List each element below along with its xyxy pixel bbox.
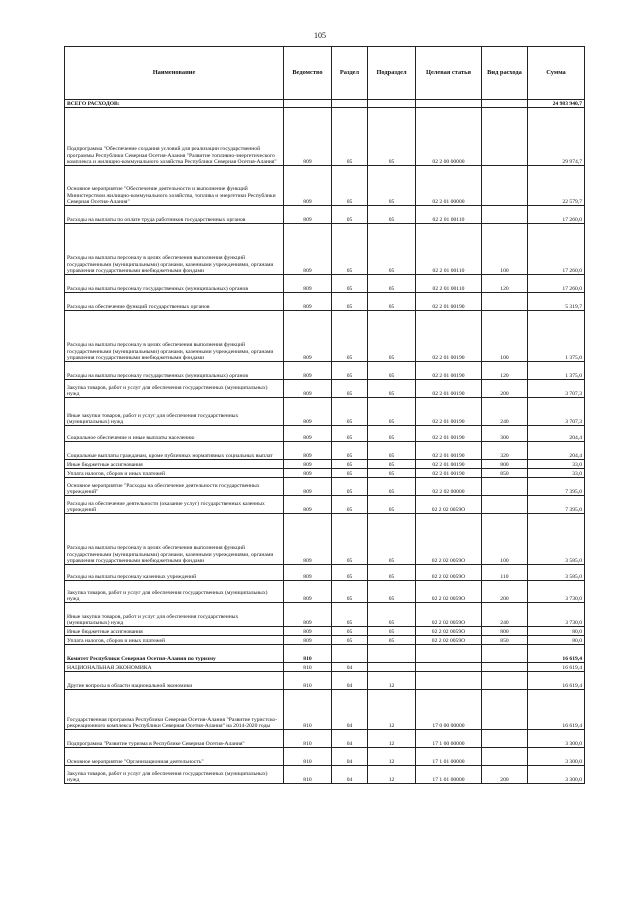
- cell-celevaya-statya: 02 2 02 0059О: [416, 627, 482, 636]
- table-row: [65, 581, 585, 603]
- cell-celevaya-statya: 02 2 01 00190: [416, 380, 482, 398]
- cell-celevaya-statya: 17 0 00 00000: [416, 690, 482, 730]
- cell-podrazdel: 05: [368, 565, 416, 581]
- cell-razdel: 05: [332, 362, 368, 380]
- cell-vid-raskhoda: 100: [482, 514, 528, 565]
- cell-vid-raskhoda: 240: [482, 398, 528, 426]
- cell-celevaya-statya: 02 2 01 00190: [416, 460, 482, 469]
- cell-podrazdel: 05: [368, 636, 416, 645]
- cell-vid-raskhoda: 800: [482, 460, 528, 469]
- cell-razdel: 05: [332, 478, 368, 496]
- cell-vid-raskhoda: 850: [482, 636, 528, 645]
- cell-vedomstvo: 809: [284, 224, 332, 275]
- cell-vedomstvo: 809: [284, 478, 332, 496]
- cell-vedomstvo: 809: [284, 108, 332, 166]
- cell-celevaya-statya: 02 2 01 00190: [416, 469, 482, 478]
- cell-podrazdel: 05: [368, 380, 416, 398]
- table-row: [65, 311, 585, 362]
- cell-celevaya-statya: 02 2 01 00190: [416, 311, 482, 362]
- cell-podrazdel: 05: [368, 426, 416, 442]
- cell-razdel: 04: [332, 672, 368, 690]
- cell-vid-raskhoda: 100: [482, 311, 528, 362]
- table-row: [65, 748, 585, 766]
- cell-summa: 16 619,4: [528, 645, 585, 663]
- cell-celevaya-statya: 02 2 02 0059О: [416, 565, 482, 581]
- cell-vid-raskhoda: [482, 108, 528, 166]
- cell-summa: 16 619,4: [528, 672, 585, 690]
- cell-summa: 80,0: [528, 636, 585, 645]
- cell-podrazdel: 05: [368, 514, 416, 565]
- cell-vedomstvo: 810: [284, 645, 332, 663]
- cell-celevaya-statya: 02 2 01 00000: [416, 166, 482, 206]
- cell-name: ВСЕГО РАСХОДОВ:: [65, 100, 284, 108]
- cell-celevaya-statya: 02 2 01 00110: [416, 206, 482, 224]
- cell-vedomstvo: 809: [284, 275, 332, 293]
- cell-podrazdel: 05: [368, 469, 416, 478]
- cell-podrazdel: 05: [368, 311, 416, 362]
- cell-name: Другие вопросы в области национальной экономики: [65, 672, 284, 690]
- cell-summa: 17 260,0: [528, 206, 585, 224]
- cell-vedomstvo: 809: [284, 398, 332, 426]
- table-row: [65, 362, 585, 380]
- cell-summa: 80,0: [528, 627, 585, 636]
- cell-name: Закупка товаров, работ и услуг для обеспечения государственных (муниципальных) нужд: [65, 581, 284, 603]
- header-podrazdel: Подраздел: [368, 47, 416, 100]
- header-summa: Сумма: [528, 47, 585, 100]
- cell-razdel: 05: [332, 460, 368, 469]
- table-row: [65, 627, 585, 636]
- cell-vid-raskhoda: 320: [482, 442, 528, 460]
- cell-name: Расходы на выплаты персоналу государственных (муниципальных) органов: [65, 362, 284, 380]
- cell-name: Расходы на выплаты по оплате труда работников государственных органов: [65, 206, 284, 224]
- cell-summa: 3 300,0: [528, 748, 585, 766]
- table-row: [65, 275, 585, 293]
- cell-vedomstvo: 810: [284, 672, 332, 690]
- cell-celevaya-statya: 02 2 02 0059О: [416, 496, 482, 514]
- cell-celevaya-statya: 17 1 00 00000: [416, 730, 482, 748]
- table-row: [65, 730, 585, 748]
- cell-summa: 22 579,7: [528, 166, 585, 206]
- cell-name: Расходы на обеспечение деятельности (оказание услуг) государственных казенных учреждений: [65, 496, 284, 514]
- cell-podrazdel: [368, 645, 416, 663]
- cell-vid-raskhoda: 120: [482, 275, 528, 293]
- cell-vid-raskhoda: [482, 690, 528, 730]
- cell-razdel: 05: [332, 275, 368, 293]
- cell-podrazdel: 05: [368, 496, 416, 514]
- cell-celevaya-statya: [416, 663, 482, 672]
- cell-summa: 3 707,3: [528, 398, 585, 426]
- header-vedomstvo: Ведомство: [284, 47, 332, 100]
- cell-name: Государственная программа Республики Северная Осетия-Алания "Развитие туристско-рекреационного комплекса Республики Северная Осетия-Алания" на 2014-2020 годы: [65, 690, 284, 730]
- cell-name: Расходы на выплаты персоналу государственных (муниципальных) органов: [65, 275, 284, 293]
- cell-vedomstvo: 810: [284, 730, 332, 748]
- table-row: [65, 398, 585, 426]
- cell-vid-raskhoda: 200: [482, 766, 528, 784]
- cell-name: Комитет Республики Северная Осетия-Алания по туризму: [65, 645, 284, 663]
- cell-celevaya-statya: 02 2 01 00190: [416, 442, 482, 460]
- table-row: [65, 565, 585, 581]
- cell-summa: 29 974,7: [528, 108, 585, 166]
- cell-celevaya-statya: 17 1 01 00000: [416, 748, 482, 766]
- cell-vedomstvo: 809: [284, 581, 332, 603]
- cell-celevaya-statya: 02 2 00 00000: [416, 108, 482, 166]
- cell-name: Социальные выплаты гражданам, кроме публичных нормативных социальных выплат: [65, 442, 284, 460]
- cell-razdel: 05: [332, 224, 368, 275]
- cell-name: Расходы на выплаты персоналу в целях обеспечения выполнения функций государственными (муниципальными) органами, казенными учреждениями, органами управления государственными внебюджетными фондами: [65, 311, 284, 362]
- cell-summa: 3 585,0: [528, 565, 585, 581]
- cell-vedomstvo: 809: [284, 636, 332, 645]
- cell-vedomstvo: 810: [284, 663, 332, 672]
- cell-vedomstvo: 810: [284, 748, 332, 766]
- cell-razdel: 05: [332, 627, 368, 636]
- cell-podrazdel: 05: [368, 398, 416, 426]
- cell-celevaya-statya: 02 2 01 00110: [416, 275, 482, 293]
- cell-vid-raskhoda: 120: [482, 362, 528, 380]
- cell-name: Расходы на выплаты персоналу в целях обеспечения выполнения функций государственными (муниципальными) органами, казенными учреждениями, органами управления государственными внебюджетными фондами: [65, 224, 284, 275]
- cell-celevaya-statya: 02 2 01 00110: [416, 224, 482, 275]
- cell-summa: 3 730,0: [528, 603, 585, 627]
- header-razdel: Раздел: [332, 47, 368, 100]
- table-row: [65, 469, 585, 478]
- cell-name: Подпрограмма "Развитие туризма в Республике Северная Осетия-Алания": [65, 730, 284, 748]
- table-row: [65, 166, 585, 206]
- header-name: Наименование: [65, 47, 284, 100]
- cell-vid-raskhoda: 200: [482, 581, 528, 603]
- table-row: [65, 636, 585, 645]
- cell-razdel: 05: [332, 565, 368, 581]
- table-row: [65, 442, 585, 460]
- cell-podrazdel: 05: [368, 293, 416, 311]
- cell-podrazdel: 05: [368, 627, 416, 636]
- budget-table: [64, 46, 585, 784]
- cell-name: Уплата налогов, сборов и иных платежей: [65, 636, 284, 645]
- cell-summa: 3 300,0: [528, 766, 585, 784]
- cell-vedomstvo: 809: [284, 293, 332, 311]
- cell-razdel: 04: [332, 690, 368, 730]
- cell-vid-raskhoda: [482, 748, 528, 766]
- cell-podrazdel: 05: [368, 224, 416, 275]
- cell-name: Социальное обеспечение и иные выплаты населению: [65, 426, 284, 442]
- cell-razdel: 05: [332, 108, 368, 166]
- cell-podrazdel: [368, 100, 416, 108]
- cell-celevaya-statya: 02 2 01 00190: [416, 426, 482, 442]
- cell-vedomstvo: 809: [284, 442, 332, 460]
- cell-razdel: 05: [332, 442, 368, 460]
- cell-razdel: 05: [332, 166, 368, 206]
- cell-summa: 3 585,0: [528, 514, 585, 565]
- cell-summa: 16 619,4: [528, 663, 585, 672]
- cell-vid-raskhoda: 300: [482, 426, 528, 442]
- table-row: [65, 766, 585, 784]
- cell-vedomstvo: 809: [284, 380, 332, 398]
- cell-podrazdel: 05: [368, 108, 416, 166]
- table-row: [65, 672, 585, 690]
- cell-podrazdel: 12: [368, 766, 416, 784]
- cell-vid-raskhoda: [482, 293, 528, 311]
- table-row: [65, 645, 585, 663]
- cell-name: Иные закупки товаров, работ и услуг для обеспечения государственных (муниципальных) нужд: [65, 398, 284, 426]
- cell-podrazdel: 12: [368, 748, 416, 766]
- cell-razdel: 05: [332, 636, 368, 645]
- cell-podrazdel: 05: [368, 275, 416, 293]
- cell-summa: 5 319,7: [528, 293, 585, 311]
- table-row: [65, 224, 585, 275]
- cell-razdel: 04: [332, 730, 368, 748]
- cell-name: Закупка товаров, работ и услуг для обеспечения государственных (муниципальных) нужд: [65, 380, 284, 398]
- cell-celevaya-statya: [416, 100, 482, 108]
- cell-name: Расходы на обеспечение функций государственных органов: [65, 293, 284, 311]
- cell-podrazdel: 05: [368, 362, 416, 380]
- cell-vid-raskhoda: [482, 496, 528, 514]
- cell-razdel: 05: [332, 496, 368, 514]
- cell-celevaya-statya: 02 2 02 0059О: [416, 603, 482, 627]
- table-row: [65, 293, 585, 311]
- cell-celevaya-statya: [416, 672, 482, 690]
- cell-vedomstvo: 809: [284, 206, 332, 224]
- cell-vedomstvo: 809: [284, 311, 332, 362]
- cell-name: Уплата налогов, сборов и иных платежей: [65, 469, 284, 478]
- table-row: [65, 514, 585, 565]
- table-row: [65, 380, 585, 398]
- cell-vid-raskhoda: [482, 672, 528, 690]
- cell-vid-raskhoda: [482, 100, 528, 108]
- cell-razdel: 04: [332, 748, 368, 766]
- cell-razdel: 05: [332, 293, 368, 311]
- cell-vid-raskhoda: [482, 166, 528, 206]
- cell-celevaya-statya: 02 2 02 0059О: [416, 636, 482, 645]
- cell-celevaya-statya: 02 2 02 0059О: [416, 581, 482, 603]
- table-row: [65, 496, 585, 514]
- cell-vid-raskhoda: [482, 663, 528, 672]
- cell-razdel: 05: [332, 380, 368, 398]
- cell-vid-raskhoda: [482, 478, 528, 496]
- cell-razdel: 05: [332, 311, 368, 362]
- cell-name: Иные бюджетные ассигнования: [65, 460, 284, 469]
- table-row: [65, 108, 585, 166]
- table-row: [65, 206, 585, 224]
- table-row: [65, 426, 585, 442]
- cell-summa: 3 707,3: [528, 380, 585, 398]
- cell-vedomstvo: 809: [284, 565, 332, 581]
- header-celevaya-statya: Целевая статья: [416, 47, 482, 100]
- cell-celevaya-statya: 02 2 01 00190: [416, 362, 482, 380]
- cell-razdel: 05: [332, 469, 368, 478]
- cell-name: Расходы на выплаты персоналу в целях обеспечения выполнения функций государственными (муниципальными) органами, казенными учреждениями, органами управления государственными внебюджетными фондами: [65, 514, 284, 565]
- cell-name: Основное мероприятие "Расходы на обеспечение деятельности государственных учреждений": [65, 478, 284, 496]
- cell-celevaya-statya: 02 2 02 00000: [416, 478, 482, 496]
- cell-celevaya-statya: 17 1 01 00000: [416, 766, 482, 784]
- cell-razdel: 04: [332, 663, 368, 672]
- cell-podrazdel: 05: [368, 442, 416, 460]
- cell-vedomstvo: 809: [284, 496, 332, 514]
- cell-name: Основное мероприятие "Организационная деятельность": [65, 748, 284, 766]
- cell-vid-raskhoda: 100: [482, 224, 528, 275]
- cell-razdel: 05: [332, 514, 368, 565]
- cell-vedomstvo: 809: [284, 627, 332, 636]
- cell-vid-raskhoda: 850: [482, 469, 528, 478]
- cell-vid-raskhoda: [482, 645, 528, 663]
- cell-vid-raskhoda: [482, 206, 528, 224]
- cell-razdel: 04: [332, 766, 368, 784]
- cell-celevaya-statya: [416, 645, 482, 663]
- cell-summa: 7 395,0: [528, 496, 585, 514]
- cell-razdel: [332, 645, 368, 663]
- cell-podrazdel: 05: [368, 206, 416, 224]
- table-row: [65, 100, 585, 108]
- cell-vid-raskhoda: 110: [482, 565, 528, 581]
- cell-razdel: 05: [332, 603, 368, 627]
- cell-razdel: 05: [332, 206, 368, 224]
- cell-podrazdel: 05: [368, 166, 416, 206]
- cell-vedomstvo: 809: [284, 514, 332, 565]
- table-row: [65, 478, 585, 496]
- cell-vedomstvo: 809: [284, 469, 332, 478]
- cell-razdel: 05: [332, 426, 368, 442]
- cell-vid-raskhoda: [482, 730, 528, 748]
- table-row: [65, 603, 585, 627]
- cell-summa: 204,4: [528, 426, 585, 442]
- cell-vedomstvo: 809: [284, 362, 332, 380]
- cell-summa: 17 260,0: [528, 275, 585, 293]
- cell-vid-raskhoda: 800: [482, 627, 528, 636]
- cell-vid-raskhoda: 200: [482, 380, 528, 398]
- cell-vedomstvo: 809: [284, 166, 332, 206]
- cell-podrazdel: 05: [368, 478, 416, 496]
- cell-celevaya-statya: 02 2 01 00190: [416, 398, 482, 426]
- cell-summa: 24 983 940,7: [528, 100, 585, 108]
- cell-summa: 3 730,0: [528, 581, 585, 603]
- cell-vedomstvo: 810: [284, 690, 332, 730]
- cell-vedomstvo: 809: [284, 603, 332, 627]
- cell-summa: 16 619,4: [528, 690, 585, 730]
- cell-podrazdel: 12: [368, 690, 416, 730]
- cell-summa: 204,4: [528, 442, 585, 460]
- table-row: [65, 663, 585, 672]
- cell-razdel: 05: [332, 398, 368, 426]
- cell-name: Подпрограмма "Обеспечение создания условий для реализации государственной программы Республики Северная Осетия-Алания "Развитие топливно-энергетического комплекса и жилищно-коммунального хозяйства Республики Северная Осетия-Алания": [65, 108, 284, 166]
- cell-summa: 7 395,0: [528, 478, 585, 496]
- cell-vid-raskhoda: 240: [482, 603, 528, 627]
- cell-podrazdel: 12: [368, 730, 416, 748]
- cell-summa: 1 375,0: [528, 362, 585, 380]
- cell-celevaya-statya: 02 2 02 0059О: [416, 514, 482, 565]
- cell-vedomstvo: 810: [284, 766, 332, 784]
- cell-podrazdel: [368, 663, 416, 672]
- cell-celevaya-statya: 02 2 01 00190: [416, 293, 482, 311]
- cell-name: Закупка товаров, работ и услуг для обеспечения государственных (муниципальных) нужд: [65, 766, 284, 784]
- table-body: [65, 100, 585, 784]
- cell-name: Иные закупки товаров, работ и услуг для обеспечения государственных (муниципальных) нужд: [65, 603, 284, 627]
- table-header-row: [65, 47, 585, 100]
- cell-summa: 33,0: [528, 460, 585, 469]
- cell-vedomstvo: [284, 100, 332, 108]
- cell-name: Основное мероприятие "Обеспечение деятельности и выполнение функций Министерством жилищно-коммунального хозяйства, топлива и энергетики Республики Северная Осетия-Алания": [65, 166, 284, 206]
- table-row: [65, 690, 585, 730]
- cell-name: Иные бюджетные ассигнования: [65, 627, 284, 636]
- cell-summa: 33,0: [528, 469, 585, 478]
- cell-name: Расходы на выплаты персоналу казенных учреждений: [65, 565, 284, 581]
- cell-summa: 17 260,0: [528, 224, 585, 275]
- cell-podrazdel: 05: [368, 581, 416, 603]
- header-vid-raskhoda: Вид расхода: [482, 47, 528, 100]
- table-row: [65, 460, 585, 469]
- cell-razdel: 05: [332, 581, 368, 603]
- cell-name: НАЦИОНАЛЬНАЯ ЭКОНОМИКА: [65, 663, 284, 672]
- cell-podrazdel: 12: [368, 672, 416, 690]
- cell-summa: 1 375,0: [528, 311, 585, 362]
- cell-vedomstvo: 809: [284, 426, 332, 442]
- cell-podrazdel: 05: [368, 603, 416, 627]
- cell-summa: 3 300,0: [528, 730, 585, 748]
- cell-vedomstvo: 809: [284, 460, 332, 469]
- page-number: 105: [314, 31, 326, 40]
- cell-podrazdel: 05: [368, 460, 416, 469]
- cell-razdel: [332, 100, 368, 108]
